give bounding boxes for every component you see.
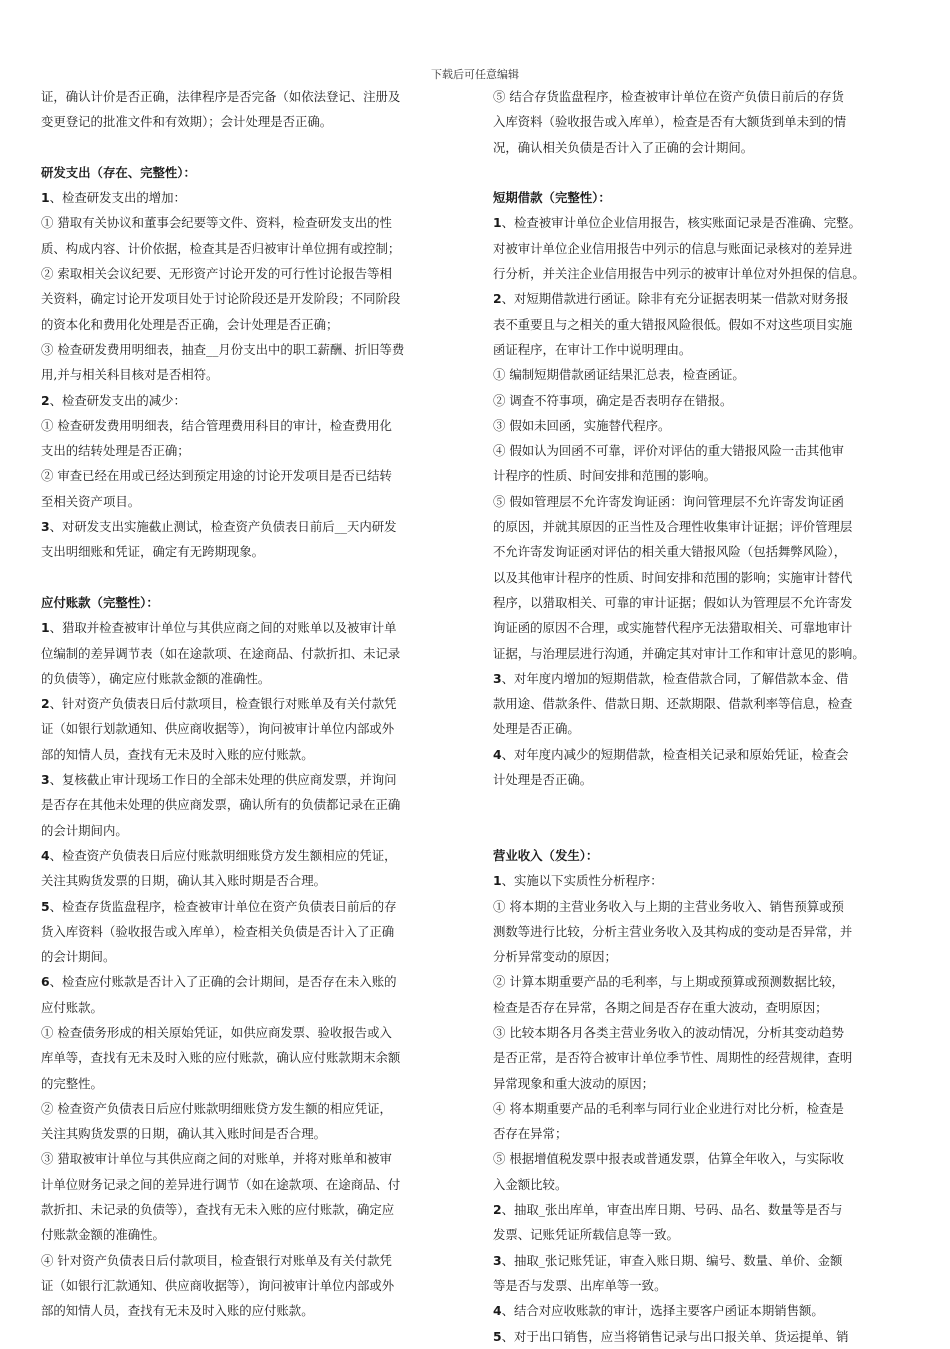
text-line: 至相关资产项目。 <box>41 493 141 509</box>
item-text: 、复核截止审计现场工作日的全部未处理的供应商发票，并询问 <box>49 772 397 788</box>
item-number: 2 <box>41 392 50 408</box>
numbered-item <box>41 691 461 716</box>
item-number: 2 <box>41 696 50 712</box>
text-line: ① 检查研发费用明细表，结合管理费用科目的审计，检查费用化 <box>41 417 392 433</box>
section-heading: 营业收入（发生）： <box>493 847 599 863</box>
text-line: ③ 猎取被审计单位与其供应商之间的对账单，并将对账单和被审 <box>41 1151 392 1167</box>
text-line: 部的知情人员，查找有无未及时入账的应付账款。 <box>41 1303 314 1319</box>
text-line: ③ 检查研发费用明细表，抽查__月份支出中的职工薪酬、折旧等费 <box>41 341 405 357</box>
numbered-item <box>41 843 461 868</box>
text-line: 支出明细账和凭证，确定有无跨期现象。 <box>41 544 265 560</box>
text-line: 关资料，确定讨论开发项目处于讨论阶段还是开发阶段；不同阶段 <box>41 291 401 307</box>
numbered-item <box>41 615 461 640</box>
text-line: 测数等进行比较，分析主营业务收入及其构成的变动是否异常，并 <box>493 923 853 939</box>
item-number: 1 <box>41 620 50 636</box>
text-line: 是否正常，是否符合被审计单位季节性、周期性的经营规律，查明 <box>493 1050 853 1066</box>
text-line: 不允许寄发询证函对评估的相关重大错报风险（包括舞弊风险）， <box>493 544 847 560</box>
text-line: 否存在异常； <box>493 1126 568 1142</box>
item-number: 3 <box>41 519 50 535</box>
text-line: 分析异常变动的原因； <box>493 949 617 965</box>
item-number: 3 <box>41 772 50 788</box>
numbered-item <box>493 1324 913 1349</box>
text-line: 的会计期间内。 <box>41 822 128 838</box>
text-line: 库单等，查找有无未及时入账的应付账款，确认应付账款期末余额 <box>41 1050 401 1066</box>
item-text: 、检查被审计单位企业信用报告，核实账面记录是否准确、完整。 <box>501 215 861 231</box>
text-line: 以及其他审计程序的性质、时间安排和范围的影响；实施审计替代 <box>493 569 853 585</box>
text-line: 变更登记的批准文件和有效期）；会计处理是否正确。 <box>41 114 333 130</box>
section-heading: 短期借款（完整性）： <box>493 190 611 206</box>
text-line: 是否存在其他未处理的供应商发票，确认所有的负债都记录在正确 <box>41 797 401 813</box>
text-line: 等是否与发票、出库单等一致。 <box>493 1277 667 1293</box>
numbered-item <box>41 969 461 994</box>
text-line: 支出的结转处理是否正确； <box>41 443 190 459</box>
text-line: ④ 针对资产负债表日后付款项目，检查银行对账单及有关付款凭 <box>41 1252 392 1268</box>
text-line: ② 调查不符事项，确定是否表明存在错报。 <box>493 392 733 408</box>
item-text: 、猎取并检查被审计单位与其供应商之间的对账单以及被审计单 <box>49 620 397 636</box>
text-line: 证（如银行划款通知、供应商收据等），询问被审计单位内部或外 <box>41 721 395 737</box>
item-text: 、实施以下实质性分析程序： <box>501 873 663 889</box>
item-number: 2 <box>493 291 502 307</box>
text-line: ① 猎取有关协议和董事会纪要等文件、资料，检查研发支出的性 <box>41 215 392 231</box>
numbered-item <box>493 868 913 893</box>
numbered-item <box>493 1248 913 1273</box>
text-line: 证据，与治理层进行沟通，并确定其对审计工作和审计意见的影响。 <box>493 645 865 661</box>
text-line: 应付账款。 <box>41 999 103 1015</box>
text-line: ② 审查已经在用或已经达到预定用途的讨论开发项目是否已结转 <box>41 468 392 484</box>
numbered-item <box>493 742 913 767</box>
item-number: 3 <box>493 670 502 686</box>
text-line: 的原因，并就其原因的正当性及合理性收集审计证据；评价管理层 <box>493 519 853 535</box>
numbered-item <box>493 666 913 691</box>
page-header: 下载后可任意编辑 <box>431 68 519 81</box>
text-line: 计处理是否正确。 <box>493 772 593 788</box>
text-line: 检查是否存在异常，各期之间是否存在重大波动，查明原因； <box>493 999 828 1015</box>
text-line: 部的知情人员，查找有无未及时入账的应付账款。 <box>41 746 314 762</box>
text-line: 款折扣、未记录的负债等），查找有无未入账的应付账款，确定应 <box>41 1202 395 1218</box>
item-text: 、对短期借款进行函证。除非有充分证据表明某一借款对财务报 <box>501 291 849 307</box>
text-line: 对被审计单位企业信用报告中列示的信息与账面记录核对的差异进 <box>493 240 853 256</box>
item-number: 1 <box>493 873 502 889</box>
text-line: 询证函的原因不合理，或实施替代程序无法猎取相关、可靠地审计 <box>493 620 853 636</box>
paragraph-spacer <box>41 135 461 160</box>
text-line: ⑤ 结合存货监盘程序，检查被审计单位在资产负债日前后的存货 <box>493 89 844 104</box>
paragraph-spacer <box>41 565 461 590</box>
text-line: 的资本化和费用化处理是否正确，会计处理是否正确； <box>41 316 339 332</box>
item-number: 4 <box>493 1303 502 1319</box>
text-line: 异常现象和重大波动的原因； <box>493 1075 655 1091</box>
text-line: ③ 比较本期各月各类主营业务收入的波动情况，分析其变动趋势 <box>493 1024 844 1040</box>
text-line: ④ 假如认为回函不可靠，评价对评估的重大错报风险一击其他审 <box>493 443 844 459</box>
text-line: 计单位财务记录之间的差异进行调节（如在途款项、在途商品、付 <box>41 1176 401 1192</box>
numbered-item <box>41 767 461 792</box>
text-line: 货入库资料（验收报告或入库单），检查相关负债是否计入了正确 <box>41 923 395 939</box>
item-text: 、针对资产负债表日后付款项目，检查银行对账单及有关付款凭 <box>49 696 397 712</box>
text-line: 关注其购货发票的日期，确认其入账时期是否合理。 <box>41 873 326 889</box>
text-line: ③ 假如未回函，实施替代程序。 <box>493 417 671 433</box>
text-line: ⑤ 根据增值税发票中报表或普通发票，估算全年收入，与实际收 <box>493 1151 844 1167</box>
item-number: 2 <box>493 1202 502 1218</box>
text-line: 证，确认计价是否正确，法律程序是否完备（如依法登记、注册及 <box>41 89 401 104</box>
text-line: 计程序的性质、时间安排和范围的影响。 <box>493 468 717 484</box>
text-line: 处理是否正确。 <box>493 721 580 737</box>
text-line: ② 计算本期重要产品的毛利率，与上期或预算或预测数据比较， <box>493 974 844 990</box>
text-line: 况，确认相关负债是否计入了正确的会计期间。 <box>493 139 754 155</box>
numbered-item <box>41 185 461 210</box>
text-line: 程序，以猎取相关、可靠的审计证据；假如认为管理层不允许寄发 <box>493 594 853 610</box>
left-column <box>41 84 461 1324</box>
text-line: 质、构成内容、计价依据，检查其是否归被审计单位拥有或控制； <box>41 240 401 256</box>
paragraph-spacer <box>493 792 913 817</box>
numbered-item <box>41 514 461 539</box>
text-line: ② 索取相关会议纪要、无形资产讨论开发的可行性讨论报告等相 <box>41 266 392 282</box>
text-line: ⑤ 假如管理层不允许寄发询证函：询问管理层不允许寄发询证函 <box>493 493 844 509</box>
item-text: 、对年度内增加的短期借款，检查借款合同，了解借款本金、借 <box>501 670 849 686</box>
numbered-item <box>41 388 461 413</box>
text-line: ④ 将本期重要产品的毛利率与同行业企业进行对比分析，检查是 <box>493 1100 844 1116</box>
text-line: 表不重要且与之相关的重大错报风险很低。假如不对这些项目实施 <box>493 316 853 332</box>
text-line: 位编制的差异调节表（如在途款项、在途商品、付款折扣、未记录 <box>41 645 401 661</box>
text-line: ① 检查债务形成的相关原始凭证，如供应商发票、验收报告或入 <box>41 1024 392 1040</box>
item-number: 1 <box>41 190 50 206</box>
item-number: 4 <box>493 746 502 762</box>
item-text: 、对研发支出实施截止测试，检查资产负债表日前后__天内研发 <box>49 519 397 535</box>
section-heading: 研发支出（存在、完整性）： <box>41 164 196 180</box>
text-line: 证（如银行汇款通知、供应商收据等），询问被审计单位内部或外 <box>41 1277 395 1293</box>
paragraph-spacer <box>493 818 913 843</box>
text-line: 的完整性。 <box>41 1075 103 1091</box>
item-text: 、检查研发支出的增加： <box>49 190 186 206</box>
item-text: 、检查应付账款是否计入了正确的会计期间，是否存在未入账的 <box>49 974 397 990</box>
text-line: 发票、记账凭证所载信息等一致。 <box>493 1227 679 1243</box>
item-text: 、抽取_张出库单，审查出库日期、号码、品名、数量等是否与 <box>501 1202 843 1218</box>
item-number: 3 <box>493 1252 502 1268</box>
item-text: 、检查资产负债表日后应付账款明细账贷方发生额相应的凭证， <box>49 847 397 863</box>
item-number: 4 <box>41 847 50 863</box>
numbered-item <box>41 894 461 919</box>
item-text: 、检查存货监盘程序，检查被审计单位在资产负债表日前后的存 <box>49 898 397 914</box>
text-line: 的会计期间。 <box>41 949 116 965</box>
text-line: ① 将本期的主营业务收入与上期的主营业务收入、销售预算或预 <box>493 898 844 914</box>
text-line: 款用途、借款条件、借款日期、还款期限、借款利率等信息，检查 <box>493 696 853 712</box>
section-heading: 应付账款（完整性）： <box>41 594 159 610</box>
item-text: 、结合对应收账款的审计，选择主要客户函证本期销售额。 <box>501 1303 824 1319</box>
item-number: 6 <box>41 974 50 990</box>
item-text: 、对于出口销售，应当将销售记录与出口报关单、货运提单、销 <box>501 1328 849 1344</box>
text-line: 入库资料（验收报告或入库单），检查是否有大额货到单未到的情 <box>493 114 847 130</box>
numbered-item <box>493 1197 913 1222</box>
numbered-item <box>493 286 913 311</box>
item-number: 5 <box>41 898 50 914</box>
text-line: ② 检查资产负债表日后应付账款明细账贷方发生额的相应凭证， <box>41 1100 392 1116</box>
item-number: 5 <box>493 1328 502 1344</box>
item-text: 、抽取_张记账凭证，审查入账日期、编号、数量、单价、金额 <box>501 1252 843 1268</box>
paragraph-spacer <box>493 160 913 185</box>
text-line: 入金额比较。 <box>493 1176 568 1192</box>
item-text: 、对年度内减少的短期借款，检查相关记录和原始凭证，检查会 <box>501 746 849 762</box>
text-line: 函证程序，在审计工作中说明理由。 <box>493 341 692 357</box>
numbered-item <box>493 210 913 235</box>
text-line: 行分析，并关注企业信用报告中列示的被审计单位对外担保的信息。 <box>493 266 865 282</box>
item-number: 1 <box>493 215 502 231</box>
text-line: 关注其购货发票的日期，确认其入账时间是否合理。 <box>41 1126 326 1142</box>
text-line: 付账款金额的准确性。 <box>41 1227 165 1243</box>
numbered-item <box>493 1298 913 1323</box>
right-column <box>493 84 913 1349</box>
text-line: 用,并与相关科目核对是否相符。 <box>41 367 219 383</box>
item-text: 、检查研发支出的减少： <box>49 392 186 408</box>
text-line: ① 编制短期借款函证结果汇总表，检查函证。 <box>493 367 745 383</box>
text-line: 的负债等），确定应付账款金额的准确性。 <box>41 670 271 686</box>
